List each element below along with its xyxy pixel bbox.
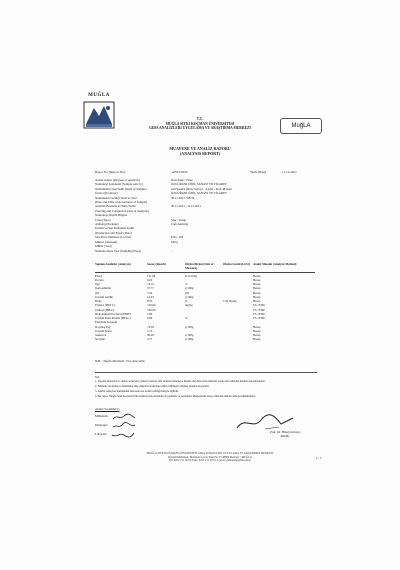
note-item: 1. Yapılan muayene ve deney sonuçları yalnızca deneye tabi tutulan numuneye ilişkin olup laboratuvarımızın yazılı izni olmadan kısmen kopyalanamaz. xyxy=(95,379,266,383)
director-role: Müdür xyxy=(280,434,290,439)
sample-info-key: (Date and Time of Acceptance of Sample) xyxy=(95,200,148,205)
divider xyxy=(95,372,317,373)
cell-method: Hesap xyxy=(253,286,261,291)
director-name: Prof. Dr. Hüseyin Kaya xyxy=(269,430,300,434)
sample-info-key: Numuneyi Gönderen (Sample sent by) xyxy=(95,182,143,187)
cell-result: <20.00 xyxy=(147,303,156,308)
cell-loq xyxy=(223,337,253,341)
cell-method: Hesap xyxy=(253,337,261,342)
results-header-row xyxy=(95,262,315,273)
note-item: 4. Bu rapor, Muğla Sıtkı Koçman Üniversitesi Gıda Analizleri Uygulama ve Araştırma Merkezi'nin onayı olmadan reklam amaçlı kullanılamaz. xyxy=(95,394,256,398)
report-subtitle: (ANALYSIS REPORT) xyxy=(179,150,221,156)
cell-analysis: Briks xyxy=(95,299,102,303)
director-block xyxy=(245,430,325,438)
header-loq: Ölçüm Limiti (LOQ) xyxy=(223,262,250,266)
cell-result: <80.00 xyxy=(147,307,156,312)
report-no: AN21/0222 xyxy=(172,170,188,174)
cell-method: Hesap xyxy=(253,282,261,286)
header-unit: Ölçüm Birimi (Unit of Measure) xyxy=(185,262,214,271)
signer-role: Laborant xyxy=(95,432,107,436)
sample-info-value: ÖZGÜRLER ÖZEL SANAYİ VE TİCARET xyxy=(171,191,227,196)
cell-analysis: Sodyum xyxy=(95,337,106,342)
sample-info-key: Üretici (Producer) xyxy=(95,191,118,196)
cell-unit: pH xyxy=(185,290,189,295)
sample-info-key: Analizin Başlama ve Bitiş Tarihi xyxy=(95,204,136,209)
cell-method: Hesap xyxy=(253,324,261,329)
page-number: 1 / 1 xyxy=(316,456,322,460)
sample-info-key: Numunenin Geldiği Tarih ve Saat xyxy=(95,195,137,200)
cell-unit: g/100g xyxy=(185,337,194,342)
country-label: T.C. xyxy=(196,117,204,121)
cell-unit: g/100g xyxy=(185,286,194,291)
cell-unit: % xyxy=(185,299,188,303)
footer-line: MUĞLA SITKI KOÇMAN ÜNİVERSİTESİ GIDA ANALİZLERİ UYGULAMA VE ARAŞTIRMA MERKEZİ xyxy=(146,452,274,455)
signer-engineer xyxy=(95,412,136,421)
footer-line: Tel: 0252 211 50 00 Faks: 0252 211 50 01 e-posta: gidaanaliz@mu.edu.tr xyxy=(168,459,252,463)
sample-info-value: 30.11.2021 / 08:30 xyxy=(171,195,195,200)
header-result: Sonuç (Result) xyxy=(147,262,166,266)
footer xyxy=(95,452,325,463)
report-date: 11.12.2021 xyxy=(282,170,297,174)
university-logo xyxy=(74,93,124,133)
report-title-block xyxy=(130,147,270,157)
university-name: MUĞLA SITKI KOÇMAN ÜNİVERSİTESİ xyxy=(165,121,235,126)
cell-method: Hesap xyxy=(253,294,261,299)
cell-unit: kcal/100g xyxy=(185,273,197,278)
sample-info-key: (Production and Expiry Date) xyxy=(95,230,132,235)
cell-analysis: Hidroksimetil furfural (HMF) xyxy=(95,311,131,316)
cell-result: 14.93 xyxy=(147,294,154,299)
sample-info-key: Üretim ve Son Kullanma Tarihi xyxy=(95,226,135,231)
table-row xyxy=(95,337,315,341)
cell-result: 7.15 xyxy=(147,328,153,333)
cell-analysis: Fruktoz (HPLC) xyxy=(95,303,115,308)
cell-method: Hesap xyxy=(253,328,261,333)
sample-info-value: 30.11.2021 / 11.12.2021 xyxy=(171,204,202,209)
cell-method: Hesap xyxy=(253,290,261,295)
center-name: GIDA ANALİZLERİ UYGULAMA VE ARAŞTIRMA MERKEZİ xyxy=(149,126,251,131)
note-item: 3. Analiz sonuçları numunenin laboratuvara teslim edildiği haliyle ilgilidir. xyxy=(95,389,179,393)
cell-method: Hesap xyxy=(253,299,261,303)
sample-info-key: Seri/Parti Numarası (Lot No) xyxy=(95,235,132,240)
center-logo: MuğLA xyxy=(280,118,322,134)
cell-result: 0.20 xyxy=(147,277,153,282)
results-table xyxy=(95,262,315,342)
cell-analysis: Toplam Şeker xyxy=(95,328,112,333)
cell-analysis: Sakkaroz xyxy=(95,333,107,337)
cell-method: TS 13360 xyxy=(253,303,265,308)
signer-technician xyxy=(95,430,136,439)
cell-loq: 1.00 mg/kg xyxy=(223,299,237,303)
sample-info-key: Numuneye Ilişkin Bilgiler xyxy=(95,213,128,218)
cell-analysis: Toplam Asitlik xyxy=(95,294,113,299)
signature-icon xyxy=(112,413,136,421)
cell-method: TS 13360 xyxy=(253,307,265,312)
report-title: MUAYENE VE ANALİZ RAPORU xyxy=(169,146,231,151)
sample-info-key: Cinsi (Type) xyxy=(95,217,111,222)
notes-block xyxy=(95,376,317,400)
signers-block xyxy=(95,407,136,439)
sample-info-key: Numunenin Cinsi/Sekli (Kind of Sample) xyxy=(95,186,147,191)
cell-unit: % xyxy=(185,316,188,320)
cell-analysis: Toplam Kuru Madde (HPLC) xyxy=(95,316,131,320)
cell-analysis: Doymuş Yağ xyxy=(95,324,111,329)
cell-analysis: Enerji xyxy=(95,273,103,278)
cell-unit: g/100g xyxy=(185,324,194,329)
sample-info-value: P.No: 182 xyxy=(171,235,184,240)
signature-icon xyxy=(111,431,135,439)
sample-info-key: (Starting and Completion Date of Analysis) xyxy=(95,208,149,213)
cell-unit: % xyxy=(185,282,188,286)
sample-info-block xyxy=(95,178,315,253)
cell-unit: g/100g xyxy=(185,294,194,299)
cell-result: 38.26 xyxy=(147,333,154,337)
header-method: Analiz Metodu (Analysis Method) xyxy=(253,262,297,266)
cell-analysis: pH xyxy=(95,290,99,295)
cell-method: TS 13360 xyxy=(253,316,265,320)
sample-info-value: - xyxy=(171,248,173,253)
results-body xyxy=(95,274,315,342)
cell-result: 2.17 xyxy=(147,337,153,342)
sample-info-value: Cam Ambalaj xyxy=(171,222,189,227)
notes-label: Not: xyxy=(95,376,100,379)
sample-info-key: Mühür (Seal) xyxy=(95,244,112,249)
cell-unit: g/100g xyxy=(185,333,194,337)
sample-info-key: Ambalaj (Package) xyxy=(95,222,119,227)
sample-info-value: Özel İstek / Talep xyxy=(171,178,193,182)
sample-info-key: Miktarı (Amount) xyxy=(95,239,118,244)
sample-info-row xyxy=(95,249,315,253)
cell-unit: mg/kg xyxy=(185,303,193,308)
sample-info-value: Gül Şurubu (Rose Syrup) - 4 Adet - Koli 48 Adet xyxy=(171,186,232,191)
cell-result: 0.80 xyxy=(147,316,153,320)
legend-note: N.B. : Değil edilemedi / Not detectable xyxy=(95,359,145,363)
cell-analysis: Protein xyxy=(95,277,104,282)
cell-analysis: Karbonhidrat xyxy=(95,286,111,291)
cell-result: 3.56 xyxy=(147,290,153,295)
date-label: Tarih (Date) xyxy=(250,170,267,174)
cell-result: <0.10 xyxy=(147,282,154,286)
institution-header xyxy=(130,117,270,131)
report-no-label: Rapor No (Report No) xyxy=(95,170,125,174)
header-analysis: Yapılan Analizler (Analysis) xyxy=(95,262,131,266)
logo-left-text: MUĞLA xyxy=(88,93,110,98)
signer-role: Mühendis xyxy=(95,414,108,418)
sample-info-value: ÖZGÜRLER ÖZEL SANAYİ VE TİCARET xyxy=(171,182,227,187)
sample-info-value: - xyxy=(171,244,173,249)
cell-method: Hesap xyxy=(253,273,261,278)
signer-role: Kimyager xyxy=(95,423,108,427)
sample-info-key: Numune Alma Yeri (Sampling Place) xyxy=(95,248,142,253)
cell-method: Hesap xyxy=(253,333,261,337)
cell-result: 8.35 xyxy=(147,299,153,303)
sample-info-value: Şişe / Şurup xyxy=(171,217,186,222)
signer-chemist xyxy=(95,421,136,430)
footer-line: Kötekli Mahallesi, Marmaris Çevre Yolu No:15 48000 Menteşe / MUĞLA xyxy=(168,455,252,459)
cell-analysis: Glukoz (HPLC) xyxy=(95,307,115,312)
sample-info-value: 640 g xyxy=(171,239,178,244)
cell-result: <0.02 xyxy=(147,324,154,329)
cell-method: TS 13360 xyxy=(253,311,265,316)
cell-analysis: Yağ xyxy=(95,282,100,286)
sample-info-key: Analiz Amacı (Purpose of Analysis) xyxy=(95,178,140,182)
signers-title: Analiz Sorumluları xyxy=(95,407,120,411)
note-item: 2. Numune tarafımızca alınmamış olup müşteri tarafından teslim edilmiştir; bilgiler müşteri beyanıdır. xyxy=(95,384,210,388)
cell-result: 37.77 xyxy=(147,286,154,291)
cell-analysis: Enerjinin Kaynağı xyxy=(95,320,118,325)
signature-icon xyxy=(112,422,136,430)
notes-list xyxy=(95,380,317,399)
university-emblem-icon xyxy=(82,100,116,130)
cell-result: 7.80 xyxy=(147,311,153,316)
cell-result: 151.98 xyxy=(147,273,156,278)
cell-method: Hesap xyxy=(253,277,261,282)
